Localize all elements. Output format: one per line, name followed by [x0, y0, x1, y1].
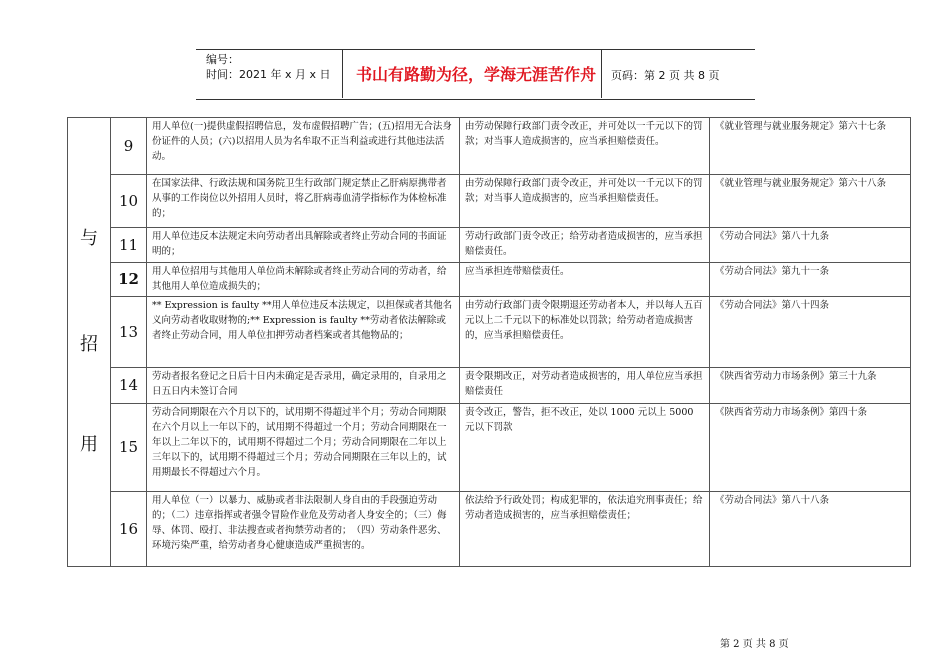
legal-basis: 《陕西省劳动力市场条例》第三十九条	[710, 368, 911, 404]
row-number: 14	[111, 368, 147, 404]
row-number: 15	[111, 404, 147, 492]
page-header	[196, 49, 755, 100]
legal-basis: 《劳动合同法》第八十四条	[710, 297, 911, 368]
violation-content: 用人单位（一）以暴力、威胁或者非法限制人身自由的手段强迫劳动的；（二）违章指挥或者强令冒险作业危及劳动者人身安全的；（三）侮辱、体罚、殴打、非法搜查或者拘禁劳动者的； （四）劳动条件恶劣、环境污染严重，给劳动者身心健康造成严重损害的。	[147, 492, 460, 567]
document-date: 时间：2021 年 x 月 x 日	[206, 68, 331, 81]
header-meta	[206, 52, 331, 82]
legal-basis: 《陕西省劳动力市场条例》第四十条	[710, 404, 911, 492]
row-number: 9	[111, 118, 147, 175]
table-row	[68, 228, 911, 263]
violation-content: 在国家法律、行政法规和国务院卫生行政部门规定禁止乙肝病原携带者从事的工作岗位以外招用人员时，将乙肝病毒血清学指标作为体检标准的；	[147, 175, 460, 228]
table-row	[68, 404, 911, 492]
penalty-text: 劳动行政部门责令改正；给劳动者造成损害的，应当承担赔偿责任。	[460, 228, 710, 263]
header-page-label: 页码：第 2 页 共 8 页	[611, 69, 720, 82]
table-row	[68, 297, 911, 368]
row-number: 11	[111, 228, 147, 263]
table-row	[68, 118, 911, 175]
penalty-text: 责令改正，警告，拒不改正，处以 1000 元以上 5000 元以下罚款	[460, 404, 710, 492]
table-row	[68, 492, 911, 567]
category-char: 用	[80, 434, 98, 455]
header-divider	[601, 50, 602, 98]
table-row	[68, 175, 911, 228]
regulation-table	[67, 117, 911, 567]
violation-content: 劳动者报名登记之日后十日内未确定是否录用，确定录用的，自录用之日五日内未签订合同	[147, 368, 460, 404]
row-number: 13	[111, 297, 147, 368]
violation-content: 用人单位(一)提供虚假招聘信息，发布虚假招聘广告；(五)招用无合法身份证件的人员；(六)以招用人员为名牟取不正当利益或进行其他违法活动。	[147, 118, 460, 175]
penalty-text: 由劳动保障行政部门责令改正，并可处以一千元以下的罚款；对当事人造成损害的，应当承担赔偿责任。	[460, 175, 710, 228]
legal-basis: 《劳动合同法》第八十九条	[710, 228, 911, 263]
row-number: 16	[111, 492, 147, 567]
penalty-text: 由劳动保障行政部门责令改正，并可处以一千元以下的罚款；对当事人造成损害的，应当承担赔偿责任。	[460, 118, 710, 175]
table-row	[68, 263, 911, 297]
row-number: 12	[111, 263, 147, 297]
legal-basis: 《就业管理与就业服务规定》第六十七条	[710, 118, 911, 175]
legal-basis: 《劳动合同法》第八十八条	[710, 492, 911, 567]
violation-content: 劳动合同期限在六个月以下的，试用期不得超过半个月；劳动合同期限在六个月以上一年以下的，试用期不得超过一个月；劳动合同期限在一年以上二年以下的，试用期不得超过二个月；劳动合同期限在二年以上三年以下的，试用期不得超过三个月；劳动合同期限在三年以上的，试用期最长不得超过六个月。	[147, 404, 460, 492]
category-cell	[68, 118, 111, 567]
penalty-text: 由劳动行政部门责令限期退还劳动者本人，并以每人五百元以上二千元以下的标准处以罚款；给劳动者造成损害的，应当承担赔偿责任。	[460, 297, 710, 368]
header-motto: 书山有路勤为径，学海无涯苦作舟	[356, 65, 597, 84]
violation-content: ** Expression is faulty **用人单位违反本法规定，以担保或者其他名义向劳动者收取财物的;** Expression is faulty **劳动者依法解除或者终止劳动合同，用人单位扣押劳动者档案或者其他物品的；	[147, 297, 460, 368]
penalty-text: 依法给予行政处罚；构成犯罪的，依法追究刑事责任；给劳动者造成损害的，应当承担赔偿责任；	[460, 492, 710, 567]
category-char: 招	[80, 334, 98, 355]
header-divider	[342, 50, 343, 98]
legal-basis: 《劳动合同法》第九十一条	[710, 263, 911, 297]
row-number: 10	[111, 175, 147, 228]
penalty-text: 应当承担连带赔偿责任。	[460, 263, 710, 297]
penalty-text: 责令限期改正，对劳动者造成损害的，用人单位应当承担赔偿责任	[460, 368, 710, 404]
legal-basis: 《就业管理与就业服务规定》第六十八条	[710, 175, 911, 228]
page-footer: 第 2 页 共 8 页	[720, 639, 789, 650]
violation-content: 用人单位违反本法规定未向劳动者出具解除或者终止劳动合同的书面证明的；	[147, 228, 460, 263]
category-char: 与	[80, 228, 98, 249]
table-row	[68, 368, 911, 404]
document-number-label: 编号：	[206, 53, 239, 66]
violation-content: 用人单位招用与其他用人单位尚未解除或者终止劳动合同的劳动者，给其他用人单位造成损失的；	[147, 263, 460, 297]
